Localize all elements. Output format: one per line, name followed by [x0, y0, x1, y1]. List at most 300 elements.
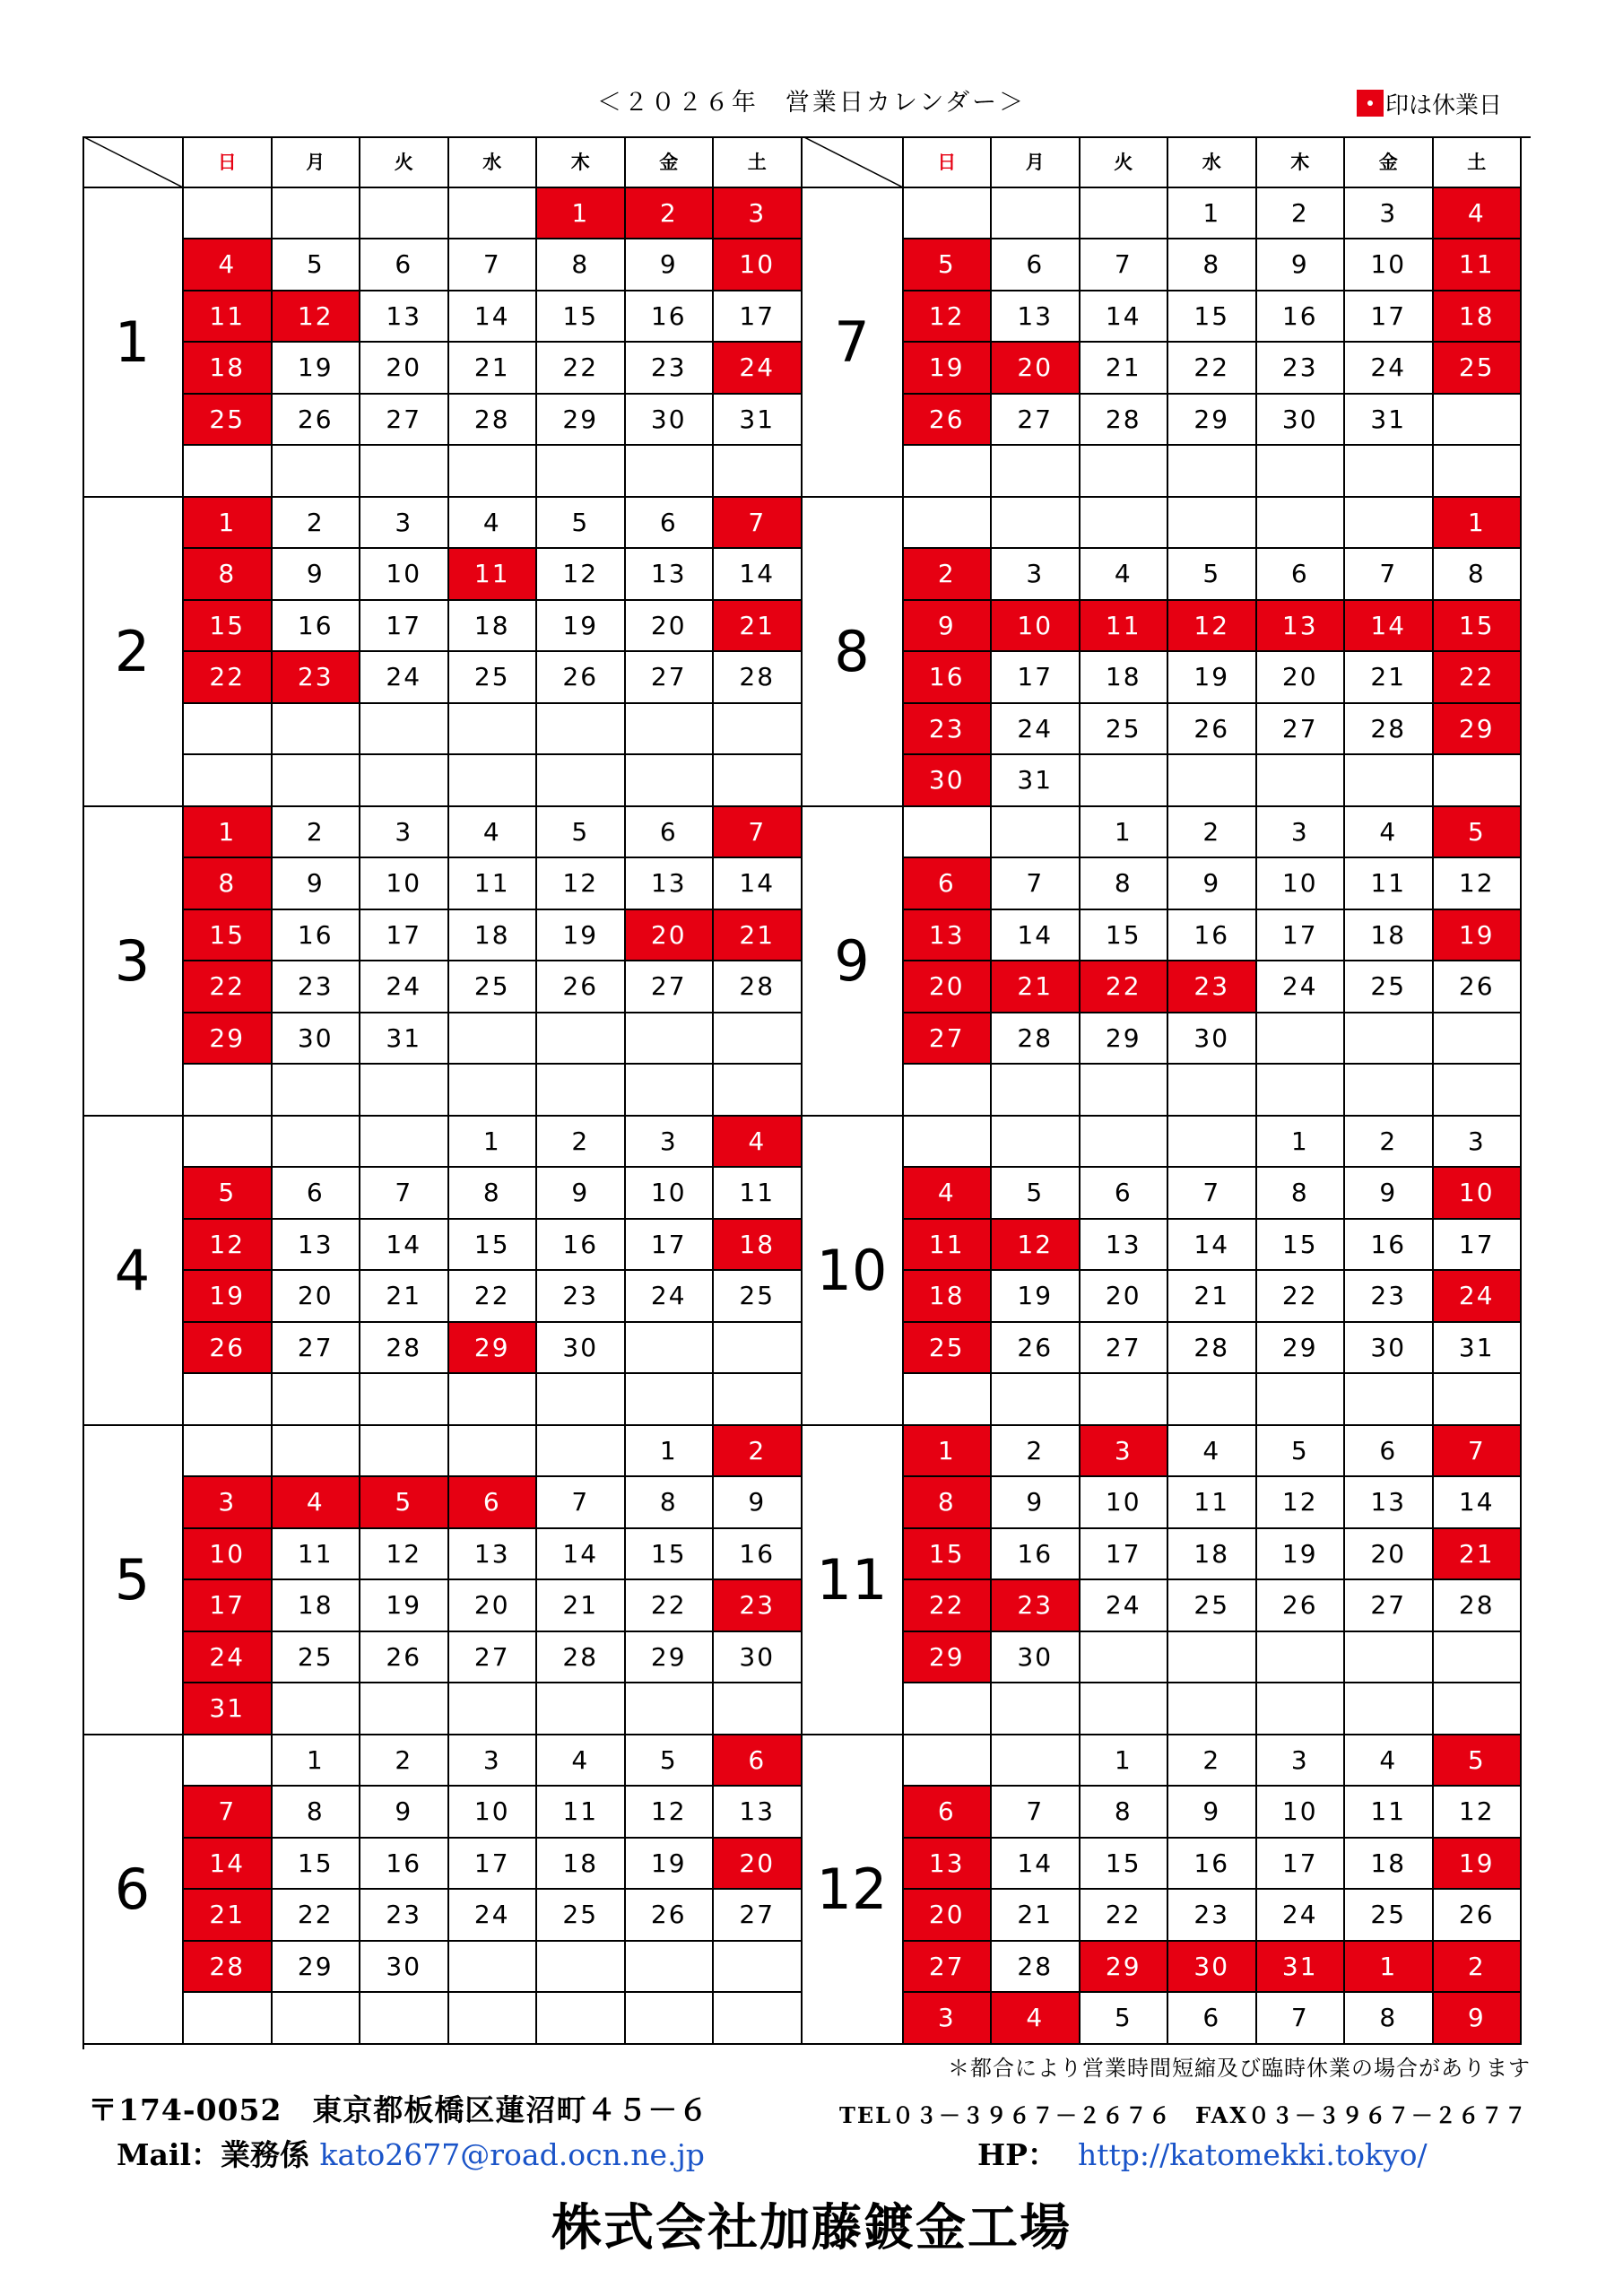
day-cell: 9: [360, 1787, 449, 1839]
day-cell: 17: [1081, 1529, 1169, 1581]
day-cell: 24: [1345, 343, 1434, 395]
day-cell: [1434, 1374, 1523, 1426]
weekday-header: 金: [626, 136, 715, 188]
day-cell: [184, 755, 273, 807]
company-name: 株式会社加藤鍍金工場: [551, 2198, 1072, 2257]
holiday-day-cell: 12: [992, 1220, 1081, 1272]
homepage-line: [977, 2132, 1428, 2174]
holiday-day-cell: 2: [904, 549, 993, 601]
day-cell: 2: [537, 1117, 626, 1169]
day-cell: [184, 446, 273, 498]
holiday-day-cell: 11: [1434, 239, 1523, 291]
day-cell: 6: [273, 1168, 361, 1220]
day-cell: 9: [1345, 1168, 1434, 1220]
holiday-day-cell: 3: [184, 1477, 273, 1529]
holiday-day-cell: 26: [904, 395, 993, 447]
day-cell: 11: [449, 858, 538, 910]
day-cell: 9: [1257, 239, 1346, 291]
day-cell: 11: [537, 1787, 626, 1839]
day-cell: [1257, 1683, 1346, 1735]
day-cell: [1434, 1632, 1523, 1684]
holiday-day-cell: 11: [184, 291, 273, 344]
day-cell: [714, 1993, 803, 2045]
day-cell: 26: [626, 1890, 715, 1942]
day-cell: 28: [714, 961, 803, 1013]
day-cell: 18: [1168, 1529, 1257, 1581]
day-cell: 31: [1345, 395, 1434, 447]
day-cell: 7: [360, 1168, 449, 1220]
holiday-day-cell: 25: [1434, 343, 1523, 395]
day-cell: [537, 1065, 626, 1117]
holiday-day-cell: 1: [1434, 498, 1523, 550]
day-cell: 14: [992, 1839, 1081, 1891]
holiday-day-cell: 15: [184, 910, 273, 962]
day-cell: 25: [449, 961, 538, 1013]
day-cell: 24: [1257, 961, 1346, 1013]
holiday-day-cell: 22: [904, 1580, 993, 1632]
day-cell: 17: [992, 652, 1081, 704]
day-cell: 10: [360, 549, 449, 601]
day-cell: [1257, 1374, 1346, 1426]
holiday-day-cell: 10: [1434, 1168, 1523, 1220]
day-cell: 17: [1345, 291, 1434, 344]
day-cell: 22: [1168, 343, 1257, 395]
day-cell: 22: [1257, 1271, 1346, 1323]
day-cell: [626, 1374, 715, 1426]
day-cell: 1: [449, 1117, 538, 1169]
day-cell: [360, 1374, 449, 1426]
day-cell: 27: [1345, 1580, 1434, 1632]
day-cell: 16: [1345, 1220, 1434, 1272]
holiday-day-cell: 1: [1345, 1942, 1434, 1994]
day-cell: 25: [1081, 704, 1169, 756]
day-cell: 21: [449, 343, 538, 395]
day-cell: 7: [1168, 1168, 1257, 1220]
day-cell: [273, 1683, 361, 1735]
day-cell: 5: [1257, 1426, 1346, 1478]
holiday-day-cell: 10: [184, 1529, 273, 1581]
day-cell: [184, 704, 273, 756]
holiday-day-cell: 22: [1434, 652, 1523, 704]
day-cell: [449, 704, 538, 756]
day-cell: [273, 446, 361, 498]
day-cell: 21: [537, 1580, 626, 1632]
mail-line: [117, 2132, 705, 2174]
day-cell: 15: [1257, 1220, 1346, 1272]
mail-link[interactable]: kato2677@road.ocn.ne.jp: [319, 2137, 705, 2172]
day-cell: 28: [360, 1323, 449, 1375]
holiday-day-cell: 5: [1434, 807, 1523, 859]
day-cell: 24: [360, 652, 449, 704]
day-cell: 16: [1168, 910, 1257, 962]
day-cell: [1257, 1013, 1346, 1065]
day-cell: [626, 1942, 715, 1994]
day-cell: [1345, 1013, 1434, 1065]
day-cell: 13: [1081, 1220, 1169, 1272]
day-cell: [449, 446, 538, 498]
day-cell: 16: [537, 1220, 626, 1272]
day-cell: 5: [537, 498, 626, 550]
day-cell: [626, 1323, 715, 1375]
holiday-day-cell: 20: [992, 343, 1081, 395]
day-cell: 30: [626, 395, 715, 447]
holiday-day-cell: 23: [904, 704, 993, 756]
day-cell: [714, 755, 803, 807]
day-cell: 29: [273, 1942, 361, 1994]
day-cell: 3: [360, 807, 449, 859]
day-cell: 5: [537, 807, 626, 859]
day-cell: 12: [1434, 858, 1523, 910]
day-cell: [1081, 1117, 1169, 1169]
day-cell: [537, 1426, 626, 1478]
holiday-day-cell: 18: [1434, 291, 1523, 344]
day-cell: 4: [537, 1735, 626, 1787]
day-cell: 29: [1257, 1323, 1346, 1375]
day-cell: 14: [714, 858, 803, 910]
holiday-day-cell: 29: [904, 1632, 993, 1684]
day-cell: [537, 1942, 626, 1994]
day-cell: [992, 1374, 1081, 1426]
holiday-day-cell: 4: [992, 1993, 1081, 2045]
day-cell: 1: [1081, 807, 1169, 859]
day-cell: 19: [360, 1580, 449, 1632]
day-cell: 9: [626, 239, 715, 291]
holiday-day-cell: 3: [1081, 1426, 1169, 1478]
day-cell: 24: [626, 1271, 715, 1323]
holiday-day-cell: 1: [537, 188, 626, 240]
day-cell: [184, 188, 273, 240]
day-cell: [1168, 1683, 1257, 1735]
day-cell: 9: [992, 1477, 1081, 1529]
day-cell: [1345, 498, 1434, 550]
day-cell: 13: [449, 1529, 538, 1581]
day-cell: 17: [1257, 1839, 1346, 1891]
day-cell: 8: [449, 1168, 538, 1220]
holiday-day-cell: 24: [1434, 1271, 1523, 1323]
day-cell: [714, 1065, 803, 1117]
day-cell: [360, 755, 449, 807]
day-cell: 17: [626, 1220, 715, 1272]
day-cell: [1081, 1374, 1169, 1426]
holiday-day-cell: 5: [184, 1168, 273, 1220]
day-cell: 18: [273, 1580, 361, 1632]
day-cell: [992, 498, 1081, 550]
day-cell: 3: [1257, 1735, 1346, 1787]
day-cell: 16: [992, 1529, 1081, 1581]
day-cell: [626, 1993, 715, 2045]
weekday-header: 月: [992, 136, 1081, 188]
day-cell: 15: [537, 291, 626, 344]
notice-text: ＊都合により営業時間短縮及び臨時休業の場合があります: [948, 2056, 1531, 2081]
day-cell: 20: [360, 343, 449, 395]
day-cell: 30: [714, 1632, 803, 1684]
day-cell: [184, 1374, 273, 1426]
day-cell: 6: [992, 239, 1081, 291]
holiday-day-cell: 7: [1434, 1426, 1523, 1478]
day-cell: [1081, 755, 1169, 807]
day-cell: 4: [449, 498, 538, 550]
holiday-day-cell: 30: [904, 755, 993, 807]
holiday-day-cell: 5: [904, 239, 993, 291]
holiday-day-cell: 10: [714, 239, 803, 291]
holiday-day-cell: 23: [1168, 961, 1257, 1013]
day-cell: 5: [992, 1168, 1081, 1220]
day-cell: 14: [537, 1529, 626, 1581]
month-label: 10: [803, 1117, 904, 1426]
holiday-day-cell: 1: [904, 1426, 993, 1478]
holiday-day-cell: 21: [714, 910, 803, 962]
day-cell: 21: [1345, 652, 1434, 704]
day-cell: [1168, 498, 1257, 550]
day-cell: [714, 1013, 803, 1065]
day-cell: [904, 807, 993, 859]
day-cell: 3: [449, 1735, 538, 1787]
day-cell: 17: [1434, 1220, 1523, 1272]
holiday-day-cell: 21: [184, 1890, 273, 1942]
day-cell: [360, 1993, 449, 2045]
holiday-day-cell: 19: [904, 343, 993, 395]
day-cell: 2: [273, 807, 361, 859]
header-corner-cell: [803, 136, 904, 188]
day-cell: [537, 755, 626, 807]
weekday-header: 日: [184, 136, 273, 188]
day-cell: 14: [449, 291, 538, 344]
day-cell: [992, 446, 1081, 498]
day-cell: [184, 1735, 273, 1787]
holiday-day-cell: 9: [1434, 1993, 1523, 2045]
holiday-day-cell: 6: [904, 858, 993, 910]
day-cell: [904, 1735, 993, 1787]
weekday-header: 土: [714, 136, 803, 188]
day-cell: 8: [273, 1787, 361, 1839]
holiday-day-cell: 7: [714, 807, 803, 859]
day-cell: 11: [1168, 1477, 1257, 1529]
day-cell: 18: [537, 1839, 626, 1891]
day-cell: 27: [714, 1890, 803, 1942]
day-cell: 2: [360, 1735, 449, 1787]
day-cell: 26: [360, 1632, 449, 1684]
day-cell: [626, 755, 715, 807]
day-cell: 27: [626, 652, 715, 704]
holiday-day-cell: 29: [449, 1323, 538, 1375]
holiday-day-cell: 27: [904, 1942, 993, 1994]
holiday-day-cell: 25: [904, 1323, 993, 1375]
day-cell: 25: [1345, 1890, 1434, 1942]
day-cell: 10: [1345, 239, 1434, 291]
company-address: 〒174-0052 東京都板橋区蓮沼町４５－６: [88, 2092, 709, 2127]
day-cell: 8: [1168, 239, 1257, 291]
day-cell: [714, 1323, 803, 1375]
holiday-day-cell: 21: [1434, 1529, 1523, 1581]
day-cell: 13: [626, 549, 715, 601]
holiday-day-cell: 20: [714, 1839, 803, 1891]
homepage-link[interactable]: http://katomekki.tokyo/: [1077, 2137, 1428, 2172]
day-cell: 14: [1168, 1220, 1257, 1272]
day-cell: 6: [626, 807, 715, 859]
day-cell: 4: [1345, 807, 1434, 859]
holiday-day-cell: 9: [904, 601, 993, 653]
day-cell: 10: [1081, 1477, 1169, 1529]
weekday-header: 水: [449, 136, 538, 188]
day-cell: [1345, 1683, 1434, 1735]
day-cell: 3: [992, 549, 1081, 601]
day-cell: 20: [1345, 1529, 1434, 1581]
day-cell: 18: [1345, 1839, 1434, 1891]
holiday-day-cell: 4: [904, 1168, 993, 1220]
day-cell: [273, 1993, 361, 2045]
day-cell: 15: [626, 1529, 715, 1581]
day-cell: 19: [537, 601, 626, 653]
day-cell: 5: [626, 1735, 715, 1787]
day-cell: 17: [360, 910, 449, 962]
day-cell: 27: [273, 1323, 361, 1375]
day-cell: [904, 1683, 993, 1735]
day-cell: 8: [1081, 1787, 1169, 1839]
day-cell: 19: [1257, 1529, 1346, 1581]
day-cell: 8: [1345, 1993, 1434, 2045]
day-cell: 16: [1257, 291, 1346, 344]
day-cell: 3: [360, 498, 449, 550]
day-cell: 23: [1257, 343, 1346, 395]
holiday-day-cell: 15: [1434, 601, 1523, 653]
day-cell: 15: [1081, 910, 1169, 962]
day-cell: [1168, 1374, 1257, 1426]
holiday-day-cell: 22: [184, 652, 273, 704]
holiday-day-cell: 1: [184, 807, 273, 859]
weekday-header: 木: [537, 136, 626, 188]
day-cell: 26: [1257, 1580, 1346, 1632]
day-cell: 13: [1345, 1477, 1434, 1529]
day-cell: 4: [449, 807, 538, 859]
day-cell: [537, 446, 626, 498]
holiday-day-cell: 6: [449, 1477, 538, 1529]
day-cell: 31: [1434, 1323, 1523, 1375]
day-cell: 25: [449, 652, 538, 704]
month-label: 7: [803, 188, 904, 498]
day-cell: [714, 1683, 803, 1735]
day-cell: 11: [714, 1168, 803, 1220]
mail-label: Mail：業務係: [117, 2137, 320, 2172]
day-cell: 14: [714, 549, 803, 601]
day-cell: 24: [449, 1890, 538, 1942]
holiday-day-cell: 15: [904, 1529, 993, 1581]
holiday-day-cell: 5: [1434, 1735, 1523, 1787]
day-cell: [449, 1683, 538, 1735]
day-cell: [1345, 1632, 1434, 1684]
day-cell: 12: [537, 549, 626, 601]
day-cell: [904, 498, 993, 550]
holiday-day-cell: 12: [904, 291, 993, 344]
day-cell: [537, 1374, 626, 1426]
day-cell: 14: [360, 1220, 449, 1272]
day-cell: 31: [714, 395, 803, 447]
day-cell: 27: [360, 395, 449, 447]
holiday-day-cell: 23: [273, 652, 361, 704]
holiday-day-cell: 24: [714, 343, 803, 395]
day-cell: 26: [537, 961, 626, 1013]
day-cell: 2: [1168, 807, 1257, 859]
day-cell: 3: [626, 1117, 715, 1169]
day-cell: [449, 1942, 538, 1994]
day-cell: 28: [714, 652, 803, 704]
holiday-day-cell: 17: [184, 1580, 273, 1632]
day-cell: 17: [360, 601, 449, 653]
holiday-day-cell: 4: [714, 1117, 803, 1169]
day-cell: 24: [1081, 1580, 1169, 1632]
day-cell: [449, 755, 538, 807]
day-cell: 8: [1257, 1168, 1346, 1220]
day-cell: 27: [1257, 704, 1346, 756]
holiday-day-cell: 8: [184, 549, 273, 601]
holiday-day-cell: 11: [1081, 601, 1169, 653]
day-cell: 27: [626, 961, 715, 1013]
day-cell: [1081, 188, 1169, 240]
day-cell: 2: [1168, 1735, 1257, 1787]
day-cell: [449, 1065, 538, 1117]
day-cell: 6: [1081, 1168, 1169, 1220]
day-cell: 2: [1345, 1117, 1434, 1169]
day-cell: [992, 1117, 1081, 1169]
day-cell: 4: [1168, 1426, 1257, 1478]
holiday-day-cell: 28: [184, 1942, 273, 1994]
holiday-day-cell: 7: [714, 498, 803, 550]
day-cell: [626, 1065, 715, 1117]
weekday-header: 金: [1345, 136, 1434, 188]
day-cell: [449, 1426, 538, 1478]
day-cell: 27: [1081, 1323, 1169, 1375]
day-cell: 6: [360, 239, 449, 291]
holiday-day-cell: 29: [1434, 704, 1523, 756]
day-cell: 15: [273, 1839, 361, 1891]
day-cell: 2: [1257, 188, 1346, 240]
day-cell: 7: [1081, 239, 1169, 291]
legend-label: 印は休業日: [1385, 91, 1503, 119]
day-cell: 28: [1081, 395, 1169, 447]
day-cell: 6: [1257, 549, 1346, 601]
day-cell: [360, 1117, 449, 1169]
day-cell: 26: [1434, 961, 1523, 1013]
day-cell: 13: [273, 1220, 361, 1272]
holiday-day-cell: 2: [1434, 1942, 1523, 1994]
day-cell: 28: [992, 1942, 1081, 1994]
day-cell: 31: [992, 755, 1081, 807]
holiday-day-cell: 14: [184, 1839, 273, 1891]
day-cell: [1257, 755, 1346, 807]
month-label: 5: [82, 1426, 184, 1735]
day-cell: 10: [626, 1168, 715, 1220]
day-cell: 30: [1257, 395, 1346, 447]
holiday-day-cell: 29: [184, 1013, 273, 1065]
day-cell: [1168, 1117, 1257, 1169]
day-cell: 12: [1434, 1787, 1523, 1839]
day-cell: [992, 1683, 1081, 1735]
holiday-day-cell: 20: [904, 961, 993, 1013]
day-cell: 25: [273, 1632, 361, 1684]
day-cell: 16: [273, 910, 361, 962]
day-cell: [1081, 498, 1169, 550]
day-cell: 7: [1345, 549, 1434, 601]
holiday-day-cell: 26: [184, 1323, 273, 1375]
day-cell: 30: [1168, 1013, 1257, 1065]
day-cell: [449, 188, 538, 240]
day-cell: 29: [1168, 395, 1257, 447]
holiday-day-cell: 4: [184, 239, 273, 291]
corner-diagonal: [803, 136, 904, 188]
day-cell: [273, 188, 361, 240]
day-cell: 21: [992, 1890, 1081, 1942]
day-cell: 25: [1168, 1580, 1257, 1632]
day-cell: [537, 1683, 626, 1735]
